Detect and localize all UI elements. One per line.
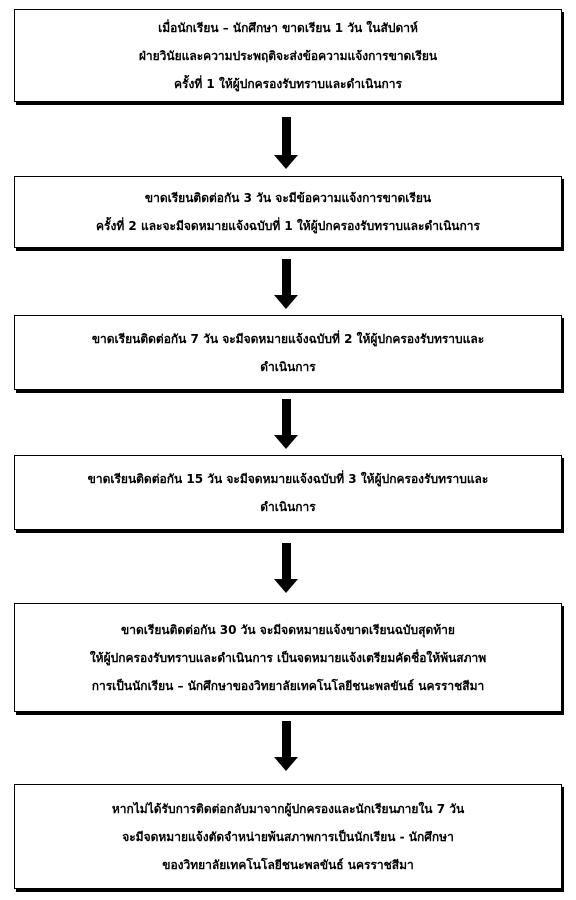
flow-step-5 [14,603,562,712]
step-6-line-2: จะมีจดหมายแจ้งตัดจำหน่ายพ้นสภาพการเป็นนักเรียน - นักศึกษา [122,829,454,844]
arrow-down-icon [274,399,298,449]
flow-step-6 [14,784,562,889]
step-1-line-1: เมื่อนักเรียน – นักศึกษา ขาดเรียน 1 วัน ในสัปดาห์ [158,20,418,35]
step-3-line-2: ดำเนินการ [260,359,316,374]
step-5-line-2: ให้ผู้ปกครองรับทราบและดำเนินการ เป็นจดหมายแจ้งเตรียมคัดชื่อให้พ้นสภาพ [89,650,487,665]
arrow-down-icon [274,721,298,771]
step-1-line-2: ฝ่ายวินัยและความประพฤติจะส่งข้อความแจ้งการขาดเรียน [138,48,438,63]
arrow-down-icon [274,259,298,309]
flow-step-4 [14,455,562,530]
step-5-line-3: การเป็นนักเรียน – นักศึกษาของวิทยาลัยเทคโนโลยีชนะพลขันธ์ นครราชสีมา [91,678,485,693]
flow-step-2 [14,176,562,248]
arrow-down-icon [274,117,298,169]
flow-step-3 [14,315,562,390]
step-1-line-3: ครั้งที่ 1 ให้ผู้ปกครองรับทราบและดำเนินการ [174,76,402,91]
step-6-line-1: หากไม่ได้รับการติดต่อกลับมาจากผู้ปกครองและนักเรียนภายใน 7 วัน [111,801,465,816]
flow-step-1 [14,9,562,102]
step-2-line-2: ครั้งที่ 2 และจะมีจดหมายแจ้งฉบับที่ 1 ให้ผู้ปกครองรับทราบและดำเนินการ [96,219,480,233]
step-4-line-2: ดำเนินการ [260,499,316,514]
step-4-line-1: ขาดเรียนติดต่อกัน 15 วัน จะมีจดหมายแจ้งฉบับที่ 3 ให้ผู้ปกครองรับทราบและ [87,471,489,486]
step-3-line-1: ขาดเรียนติดต่อกัน 7 วัน จะมีจดหมายแจ้งฉบับที่ 2 ให้ผู้ปกครองรับทราบและ [91,331,485,346]
arrow-down-icon [274,543,298,593]
step-2-line-1: ขาดเรียนติดต่อกัน 3 วัน จะมีข้อความแจ้งการขาดเรียน [144,191,432,205]
step-6-line-3: ของวิทยาลัยเทคโนโลยีชนะพลขันธ์ นครราชสีมา [162,857,414,872]
step-5-line-1: ขาดเรียนติดต่อกัน 30 วัน จะมีจดหมายแจ้งขาดเรียนฉบับสุดท้าย [121,622,455,637]
